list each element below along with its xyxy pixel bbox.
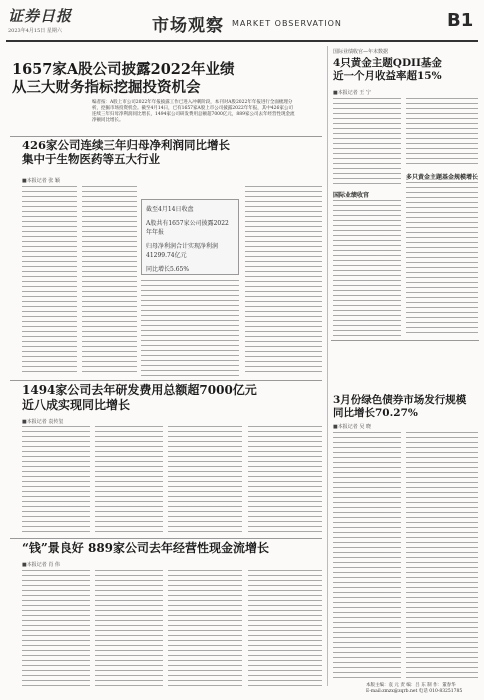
newspaper-logo: 证券日报 (8, 7, 73, 25)
article-headline-line2: 同比增长70.27% (333, 407, 418, 420)
article-headline: “钱”景良好 889家公司去年经营性现金流增长 (22, 541, 270, 555)
article-headline (22, 138, 322, 167)
article-body (406, 182, 478, 336)
section-title-en: MARKET OBSERVATION (232, 19, 342, 28)
divider (10, 380, 322, 381)
article-body (248, 426, 322, 534)
article-headline-line1: 1494家公司去年研发费用总额超7000亿元 (22, 383, 257, 397)
article-body (22, 186, 77, 376)
byline: ■本报记者 吴 晓 (333, 424, 371, 430)
masthead (0, 0, 484, 44)
article-headline (333, 394, 478, 420)
article-body (22, 426, 90, 534)
editor-note: 编者按：A股上市公司2022年年报披露工作已进入冲刺阶段，本刊对A股2022年年报进行全面梳理分析，挖掘市场投资机会。截至4月14日，已有1657家A股上市公司披露2022年年报，其中426家公司连续三年归母净利润同比增长，1494家公司研发费用总额超7000亿元，889家公司去年经营性现金流净额同比增长。 (92, 100, 295, 123)
subheading: 多只黄金主题基金规模增长 (406, 174, 479, 181)
kicker: 国际业绩收官—年末数据 (333, 49, 389, 55)
byline: ■本报记者 王 宁 (333, 90, 371, 96)
article-headline-line1: 4只黄金主题QDII基金 (333, 57, 442, 69)
article-body (168, 426, 242, 534)
article-headline-line1: 426家公司连续三年归母净利润同比增长 (22, 138, 231, 152)
article-body (141, 280, 239, 376)
lead-headline (12, 61, 322, 97)
article-body (245, 186, 322, 376)
column-divider (327, 46, 328, 686)
article-body (82, 186, 137, 376)
stats-row: 同比增长5.65% (146, 266, 190, 273)
page-footer (366, 683, 478, 695)
stats-row: 截至4月14日收盘 (146, 206, 194, 213)
issue-date: 2023年4月15日 星期六 (8, 28, 62, 34)
article-body (248, 570, 322, 688)
footer-contact: E-mail:zmzx@zqrb.net 电话 010-83251785 (366, 689, 463, 694)
stats-row: 归母净利润合计实现净利润41299.74亿元 (146, 243, 219, 259)
stats-row: A股共有1657家公司披露2022年年报 (146, 220, 229, 236)
article-body (333, 200, 401, 336)
article-body (168, 570, 242, 688)
article-headline (22, 383, 322, 413)
byline: ■本报记者 张 颖 (22, 178, 60, 184)
divider (10, 136, 322, 137)
article-body (333, 98, 401, 186)
article-headline (333, 57, 478, 83)
stats-box (141, 199, 239, 275)
page-number: B1 (447, 10, 474, 31)
subheading: 国际业绩收官 (333, 192, 370, 199)
article-headline-line2: 集中于生物医药等五大行业 (22, 152, 160, 167)
article-body (406, 432, 478, 680)
article-headline-line1: 3月份绿色债券市场发行规模 (333, 394, 467, 406)
article-headline-line2: 近一个月收益率超15% (333, 70, 442, 83)
byline: ■本报记者 肖 伟 (22, 562, 60, 568)
section-title: 市场观察 (152, 16, 224, 36)
footer-editors: 本版主编：袁 元 责 编：吕 东 制 作：董春华 (366, 683, 456, 688)
byline: ■本报记者 袁传玺 (22, 419, 64, 425)
article-body (95, 426, 163, 534)
article-body (22, 570, 90, 688)
lead-headline-line2: 从三大财务指标挖掘投资机会 (12, 79, 201, 97)
article-body (333, 432, 401, 680)
article-headline-line2: 近八成实现同比增长 (22, 398, 131, 412)
top-rule (6, 40, 478, 42)
article-body (406, 98, 478, 168)
divider (331, 340, 479, 341)
divider (10, 538, 322, 539)
lead-headline-line1: 1657家A股公司披露2022年业绩 (12, 61, 235, 78)
article-body (95, 570, 163, 688)
